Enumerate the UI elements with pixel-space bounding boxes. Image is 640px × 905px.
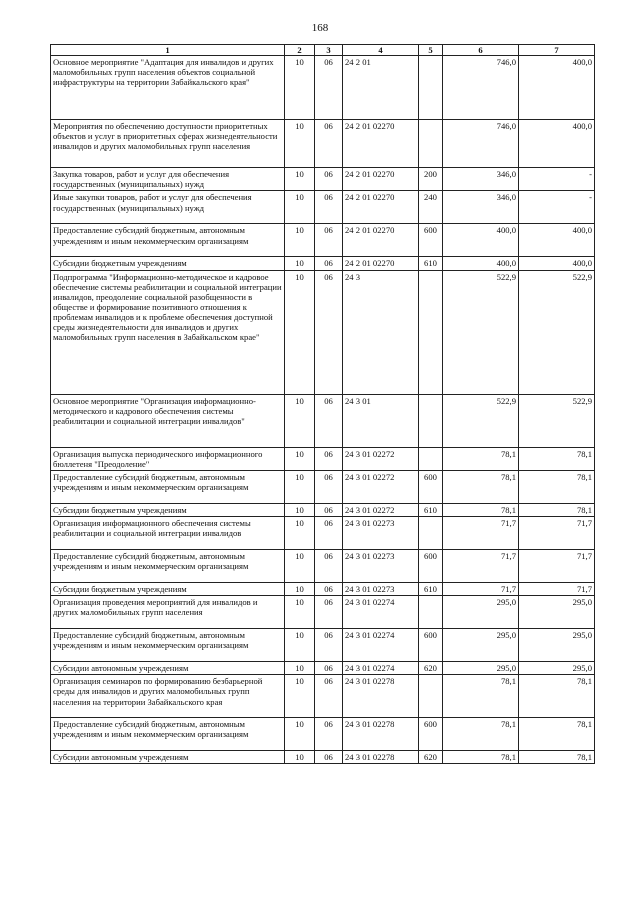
row-amount-col6: 78,1 [443, 718, 519, 751]
table-row [51, 675, 595, 718]
row-amount-col6: 295,0 [443, 662, 519, 675]
row-amount-col6: 78,1 [443, 470, 519, 503]
column-header: 6 [443, 45, 519, 56]
row-amount-col7: 78,1 [519, 718, 595, 751]
row-target-article: 24 3 01 02278 [343, 751, 419, 764]
table-row [51, 718, 595, 751]
row-name: Подпрограмма "Информационно-методическое и кадровое обеспечение системы реабилитации и социальной интеграции инвалидов, преодоление социальной разобщенности в обществе и формирование позитивного отношения к проблемам инвалидов и к проблеме обеспечения доступной среды жизнедеятельности для инвалидов и других маломобильных групп населения в Забайкальском крае" [51, 270, 285, 394]
row-subsection: 06 [315, 549, 343, 582]
row-amount-col7: 78,1 [519, 503, 595, 516]
row-amount-col6: 78,1 [443, 447, 519, 470]
row-expense-type: 600 [419, 549, 443, 582]
row-expense-type: 610 [419, 582, 443, 595]
table-row [51, 394, 595, 447]
row-amount-col6: 71,7 [443, 516, 519, 549]
row-target-article: 24 3 [343, 270, 419, 394]
row-amount-col6: 295,0 [443, 629, 519, 662]
row-name: Организация информационного обеспечения системы реабилитации и социальной интеграции инвалидов [51, 516, 285, 549]
row-amount-col7: 295,0 [519, 629, 595, 662]
row-section: 10 [285, 257, 315, 270]
row-target-article: 24 2 01 02270 [343, 257, 419, 270]
row-target-article: 24 2 01 02270 [343, 168, 419, 191]
row-section: 10 [285, 718, 315, 751]
row-amount-col6: 746,0 [443, 120, 519, 168]
column-header: 4 [343, 45, 419, 56]
table-row [51, 751, 595, 764]
row-name: Субсидии бюджетным учреждениям [51, 582, 285, 595]
row-amount-col7: 522,9 [519, 394, 595, 447]
row-target-article: 24 2 01 02270 [343, 191, 419, 224]
row-subsection: 06 [315, 596, 343, 629]
row-amount-col7: 71,7 [519, 549, 595, 582]
row-target-article: 24 2 01 02270 [343, 224, 419, 257]
row-name: Иные закупки товаров, работ и услуг для обеспечения государственных (муниципальных) нужд [51, 191, 285, 224]
row-amount-col7: 400,0 [519, 224, 595, 257]
row-amount-col6: 400,0 [443, 257, 519, 270]
row-target-article: 24 3 01 02273 [343, 516, 419, 549]
row-amount-col7: 295,0 [519, 662, 595, 675]
row-name: Организация выпуска периодического информационного бюллетеня "Преодоление" [51, 447, 285, 470]
row-amount-col6: 746,0 [443, 56, 519, 120]
row-name: Предоставление субсидий бюджетным, автономным учреждениям и иным некоммерческим организациям [51, 629, 285, 662]
row-subsection: 06 [315, 503, 343, 516]
row-subsection: 06 [315, 629, 343, 662]
row-amount-col6: 346,0 [443, 191, 519, 224]
row-expense-type [419, 270, 443, 394]
row-expense-type [419, 516, 443, 549]
row-amount-col7: - [519, 168, 595, 191]
row-expense-type [419, 596, 443, 629]
row-subsection: 06 [315, 56, 343, 120]
row-target-article: 24 3 01 02272 [343, 503, 419, 516]
row-amount-col6: 400,0 [443, 224, 519, 257]
row-target-article: 24 3 01 02278 [343, 675, 419, 718]
row-name: Организация проведения мероприятий для инвалидов и других маломобильных групп населения [51, 596, 285, 629]
table-row [51, 224, 595, 257]
column-header: 1 [51, 45, 285, 56]
row-expense-type: 600 [419, 718, 443, 751]
row-target-article: 24 2 01 02270 [343, 120, 419, 168]
row-name: Закупка товаров, работ и услуг для обеспечения государственных (муниципальных) нужд [51, 168, 285, 191]
row-amount-col6: 346,0 [443, 168, 519, 191]
row-section: 10 [285, 596, 315, 629]
row-section: 10 [285, 662, 315, 675]
row-expense-type: 200 [419, 168, 443, 191]
row-expense-type: 240 [419, 191, 443, 224]
row-amount-col7: 522,9 [519, 270, 595, 394]
row-section: 10 [285, 394, 315, 447]
row-target-article: 24 3 01 02278 [343, 718, 419, 751]
row-name: Предоставление субсидий бюджетным, автономным учреждениям и иным некоммерческим организациям [51, 549, 285, 582]
row-name: Основное мероприятие "Организация информационно-методического и кадрового обеспечения системы реабилитации и социальной интеграции инвалидов" [51, 394, 285, 447]
table-row [51, 447, 595, 470]
row-name: Организация семинаров по формированию безбарьерной среды для инвалидов и других маломобильных групп населения на территории Забайкальского края [51, 675, 285, 718]
row-name: Предоставление субсидий бюджетным, автономным учреждениям и иным некоммерческим организациям [51, 224, 285, 257]
row-subsection: 06 [315, 191, 343, 224]
header-row [51, 45, 595, 56]
row-subsection: 06 [315, 270, 343, 394]
row-subsection: 06 [315, 662, 343, 675]
row-section: 10 [285, 224, 315, 257]
column-header: 3 [315, 45, 343, 56]
row-subsection: 06 [315, 718, 343, 751]
row-amount-col7: 78,1 [519, 470, 595, 503]
table-row [51, 168, 595, 191]
row-amount-col7: 71,7 [519, 516, 595, 549]
row-section: 10 [285, 675, 315, 718]
row-expense-type: 600 [419, 629, 443, 662]
row-subsection: 06 [315, 394, 343, 447]
column-header: 2 [285, 45, 315, 56]
row-expense-type [419, 56, 443, 120]
row-name: Предоставление субсидий бюджетным, автономным учреждениям и иным некоммерческим организациям [51, 718, 285, 751]
row-subsection: 06 [315, 224, 343, 257]
row-section: 10 [285, 270, 315, 394]
row-subsection: 06 [315, 120, 343, 168]
row-name: Основное мероприятие "Адаптация для инвалидов и других маломобильных групп населения объектов социальной инфраструктуры на территории Забайкальского края" [51, 56, 285, 120]
row-target-article: 24 3 01 02273 [343, 582, 419, 595]
column-header: 7 [519, 45, 595, 56]
table-row [51, 549, 595, 582]
row-expense-type [419, 447, 443, 470]
table-row [51, 516, 595, 549]
row-section: 10 [285, 470, 315, 503]
row-amount-col6: 522,9 [443, 394, 519, 447]
row-subsection: 06 [315, 751, 343, 764]
row-expense-type: 600 [419, 470, 443, 503]
row-amount-col7: 295,0 [519, 596, 595, 629]
table-row [51, 582, 595, 595]
table-row [51, 503, 595, 516]
row-subsection: 06 [315, 516, 343, 549]
row-expense-type [419, 675, 443, 718]
table-row [51, 56, 595, 120]
row-expense-type: 600 [419, 224, 443, 257]
row-expense-type [419, 120, 443, 168]
row-target-article: 24 3 01 02274 [343, 662, 419, 675]
row-amount-col7: 78,1 [519, 447, 595, 470]
row-target-article: 24 3 01 02272 [343, 470, 419, 503]
row-expense-type: 610 [419, 257, 443, 270]
table-row [51, 120, 595, 168]
row-section: 10 [285, 629, 315, 662]
row-target-article: 24 2 01 [343, 56, 419, 120]
row-section: 10 [285, 120, 315, 168]
table-row [51, 596, 595, 629]
row-section: 10 [285, 751, 315, 764]
row-target-article: 24 3 01 02272 [343, 447, 419, 470]
row-section: 10 [285, 516, 315, 549]
row-expense-type: 620 [419, 662, 443, 675]
row-name: Субсидии автономным учреждениям [51, 751, 285, 764]
row-subsection: 06 [315, 447, 343, 470]
page-number: 168 [311, 22, 329, 34]
row-amount-col7: 78,1 [519, 751, 595, 764]
row-section: 10 [285, 168, 315, 191]
table-row [51, 270, 595, 394]
table-row [51, 470, 595, 503]
row-amount-col7: - [519, 191, 595, 224]
row-amount-col6: 78,1 [443, 503, 519, 516]
row-subsection: 06 [315, 168, 343, 191]
row-section: 10 [285, 56, 315, 120]
row-target-article: 24 3 01 02274 [343, 596, 419, 629]
row-amount-col7: 400,0 [519, 257, 595, 270]
row-subsection: 06 [315, 675, 343, 718]
row-subsection: 06 [315, 582, 343, 595]
row-amount-col7: 78,1 [519, 675, 595, 718]
row-expense-type: 610 [419, 503, 443, 516]
row-name: Предоставление субсидий бюджетным, автономным учреждениям и иным некоммерческим организациям [51, 470, 285, 503]
row-section: 10 [285, 191, 315, 224]
row-section: 10 [285, 549, 315, 582]
row-subsection: 06 [315, 257, 343, 270]
row-target-article: 24 3 01 02274 [343, 629, 419, 662]
row-section: 10 [285, 447, 315, 470]
row-amount-col6: 295,0 [443, 596, 519, 629]
row-amount-col7: 71,7 [519, 582, 595, 595]
row-amount-col6: 78,1 [443, 675, 519, 718]
row-amount-col6: 78,1 [443, 751, 519, 764]
row-subsection: 06 [315, 470, 343, 503]
table-row [51, 662, 595, 675]
row-name: Мероприятия по обеспечению доступности приоритетных объектов и услуг в приоритетных сферах жизнедеятельности инвалидов и других маломобильных групп населения [51, 120, 285, 168]
row-expense-type [419, 394, 443, 447]
row-amount-col7: 400,0 [519, 120, 595, 168]
row-target-article: 24 3 01 02273 [343, 549, 419, 582]
row-amount-col6: 71,7 [443, 582, 519, 595]
row-amount-col6: 522,9 [443, 270, 519, 394]
column-header: 5 [419, 45, 443, 56]
table-row [51, 191, 595, 224]
row-section: 10 [285, 503, 315, 516]
row-name: Субсидии автономным учреждениям [51, 662, 285, 675]
row-name: Субсидии бюджетным учреждениям [51, 503, 285, 516]
table-row [51, 257, 595, 270]
row-amount-col7: 400,0 [519, 56, 595, 120]
row-expense-type: 620 [419, 751, 443, 764]
budget-table [50, 44, 595, 764]
row-section: 10 [285, 582, 315, 595]
row-target-article: 24 3 01 [343, 394, 419, 447]
row-amount-col6: 71,7 [443, 549, 519, 582]
row-name: Субсидии бюджетным учреждениям [51, 257, 285, 270]
table-row [51, 629, 595, 662]
